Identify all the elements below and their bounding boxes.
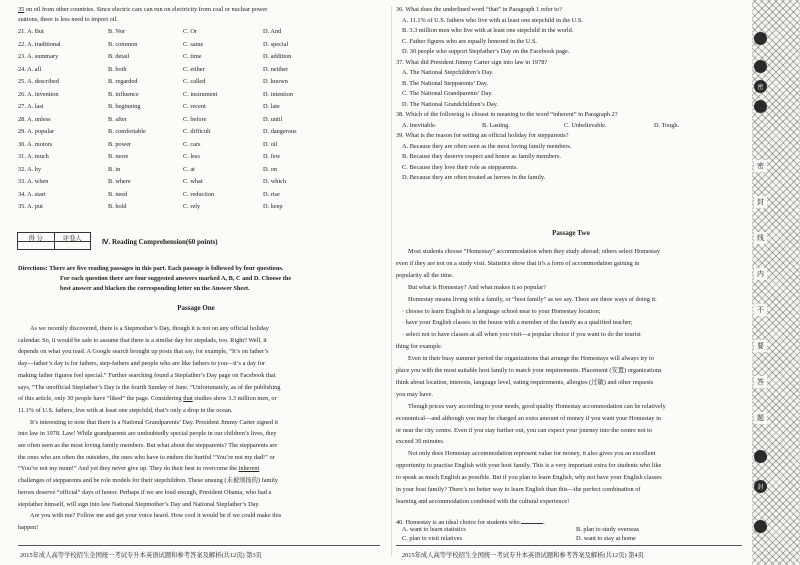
passage-one-line: As we recently discovered, there is a Stepmother’s Day, though it is not on any official holiday bbox=[30, 325, 269, 332]
right-footer: 2015年成人高等学校招生全国统一考试专升本英语试题和参考答案及解析(共12页) 第4页 bbox=[402, 552, 644, 559]
passage-one-line: It’s interesting to note that there is a National Grandparents’ Day. President Jimmy Carter signed it bbox=[30, 418, 279, 426]
option-c: C. Or bbox=[183, 28, 197, 35]
passage-two-line: · have your English classes in the house with a member of the family as a qualified teacher; bbox=[402, 319, 633, 327]
option-d: D. on bbox=[263, 165, 277, 173]
option-b: B. more bbox=[108, 153, 129, 160]
option-c: C. at bbox=[183, 165, 195, 173]
option-n: 32. A. by bbox=[18, 165, 42, 173]
option-n: 27. A. last bbox=[18, 103, 44, 110]
option-c: C. cars bbox=[183, 140, 201, 148]
option-d: D. known bbox=[263, 78, 288, 85]
option-b: B. common bbox=[108, 40, 138, 48]
score-label: 得 分 bbox=[18, 233, 55, 249]
passage-one-line: making father figures feel special.” Further searching found a Stepfather’s Day page on Facebook that bbox=[18, 371, 276, 379]
passage-two-line: learning and accommodation combined with the cultural experience! bbox=[396, 497, 570, 505]
option-b: B. detail bbox=[108, 53, 130, 60]
option-c: C. called bbox=[183, 78, 206, 85]
passage-two-line: in your host family? There’s no better way to learn English than this—the perfect combination of bbox=[396, 486, 641, 493]
option-d: D. special bbox=[263, 40, 289, 48]
intro-line-1: 35 on oil from other countries. Since electric cars can run on electricity from coal or nuclear power bbox=[18, 6, 268, 13]
option-n: 30. A. motors bbox=[18, 140, 53, 148]
directions-line-3: best answer and blacken the corresponding letter on the Answer Sheet. bbox=[60, 285, 250, 292]
passage-two-line: economical—and although you may be charged an extra amount of money if you want your Homestay in bbox=[396, 414, 661, 422]
passage-two-line: popularity all the time. bbox=[396, 271, 454, 279]
option-b: B. where bbox=[108, 178, 131, 185]
q37-option: C. The National Grandparents’ Day. bbox=[402, 90, 493, 97]
option-b: B. both bbox=[108, 65, 127, 73]
passage-two-line: or near the city centre. Even if you stay further out, you can expect your journey into the centre not to bbox=[396, 426, 652, 434]
passage-two-line: · choose to learn English in a language school near to your Homestay location; bbox=[402, 307, 601, 315]
passage-one-line: Are you with me? Follow me and get your voice heard. How cool it would be if we could make this bbox=[30, 512, 282, 520]
margin-label: 要 bbox=[754, 340, 767, 352]
passage-one-line: heroes deserve “official” days of honor. Perhaps if we are loud enough, President Obama, who had a bbox=[18, 488, 272, 496]
option-d: D. neither bbox=[263, 65, 289, 73]
option-n: 35. A. put bbox=[18, 203, 43, 210]
margin-label: 封 bbox=[754, 196, 767, 208]
right-page bbox=[392, 0, 750, 565]
q39-option: C. Because they love their role as stepparents. bbox=[402, 163, 518, 171]
seal-label: 封 bbox=[754, 480, 767, 493]
option-n: 23. A. summary bbox=[18, 53, 59, 60]
question-37: 37. What did President Jimmy Carter sign into law in 1978? bbox=[396, 58, 548, 66]
passage-two-line: think about location, interests, language level, eating requirements, allergies (过敏) and other requests bbox=[396, 378, 654, 386]
intro-line-2: stations, there is less need to import oil. bbox=[18, 16, 118, 23]
q40-option-d: D. want to stay at home bbox=[576, 535, 636, 542]
passage-one-line: stepfather himself, will sign into law National Stepmother’s Day and National Stepfather’s Day. bbox=[18, 500, 260, 508]
option-b: B. beginning bbox=[108, 103, 141, 110]
passage-two-line: you may have. bbox=[396, 390, 433, 398]
passage-two-line: exceed 30 minutes. bbox=[396, 438, 445, 446]
question-39: 39. What is the reason for setting an official holiday for stepparents? bbox=[396, 132, 569, 139]
option-d: D. few bbox=[263, 153, 281, 160]
q39-option: D. Because they are often treated as heroes in the family. bbox=[402, 174, 546, 181]
option-c: C. instrument bbox=[183, 90, 218, 98]
passage-two-line: · select not to have classes at all when you visit—a popular choice if you want to do the tourist bbox=[402, 331, 641, 339]
option-d: D. And bbox=[263, 28, 282, 35]
q40-option-a: A. want to learn statistics bbox=[402, 526, 466, 533]
option-d: D. intention bbox=[263, 90, 294, 98]
grader-label: 评卷人 bbox=[62, 235, 82, 242]
passage-one-line: calendar. So, it would be safe to assume that there is a similar day for stepdads, too. Right? Well, it bbox=[18, 336, 267, 344]
passage-two-line: place you with the most suitable host family to match your requirements. Placement (安置) organizations bbox=[396, 367, 662, 374]
q36-option: A. 11.1% of U.S. fathers who live with at least one stepchild in the U.S. bbox=[402, 16, 583, 24]
question-40: 40. Homestay is an ideal choice for students who . bbox=[396, 519, 545, 526]
option-b: B. Nor bbox=[108, 28, 126, 35]
question-38: 38. Which of the following is closest in meaning to the word “inherent” in Paragraph 2? bbox=[396, 111, 618, 118]
q39-option: A. Because they are often seen as the most loving family members. bbox=[402, 142, 572, 150]
seal-label: 密 bbox=[754, 80, 767, 93]
margin-label: 题 bbox=[754, 412, 767, 424]
q36-option: C. Father figures who are equally honored in the U.S. bbox=[402, 37, 538, 45]
option-c: C. same bbox=[183, 40, 204, 48]
option-b: B. regarded bbox=[108, 78, 138, 85]
option-n: 26. A. invention bbox=[18, 90, 59, 98]
option-b: B. comfortable bbox=[108, 128, 146, 135]
margin-label: 不 bbox=[754, 304, 767, 316]
option-c: C. either bbox=[183, 65, 205, 73]
passage-two-line: even if they are not on a study visit. Statistics show that it’s a form of accommodation gaining in bbox=[396, 259, 640, 267]
option-b: B. influence bbox=[108, 90, 139, 98]
option-b: B. hold bbox=[108, 203, 127, 210]
q40-option-c: C. plan to visit relatives bbox=[402, 535, 462, 542]
option-c: C. less bbox=[183, 153, 200, 160]
option-d: D. addition bbox=[263, 53, 292, 60]
option-n: 22. A. traditional bbox=[18, 40, 61, 48]
passage-one-line: are often seen as the most loving family members. But what about the stepparents? The stepparents are bbox=[18, 442, 278, 449]
passage-two-line: But what is Homestay? And what makes it so popular? bbox=[408, 283, 546, 291]
left-page bbox=[0, 0, 392, 565]
option-n: 29. A. popular bbox=[18, 128, 55, 135]
option-d: D. oil bbox=[263, 140, 278, 148]
seal-dot bbox=[754, 450, 767, 463]
option-b: B. power bbox=[108, 140, 132, 148]
passage-one-line: day—father’s day is for fathers, step-fathers and people who are like fathers to you—it’s a day for bbox=[18, 360, 265, 368]
passage-two-line: Though prices vary according to your needs, good quality Homestay accommodation can be relatively bbox=[408, 402, 666, 410]
seal-line bbox=[754, 0, 770, 565]
option-d: D. which bbox=[263, 178, 287, 185]
option-d: D. dangerous bbox=[263, 128, 297, 135]
q39-option: B. Because they deserve respect and honor as family members. bbox=[402, 153, 561, 160]
passage-two-line: to speak as much English as possible. But if you plan to learn English, why not have your English classes bbox=[396, 474, 662, 482]
option-d: D. keep bbox=[263, 203, 283, 210]
seal-dot bbox=[754, 60, 767, 73]
q36-option: D. 30 people who support Stepfather’s Day on the Facebook page. bbox=[402, 48, 570, 55]
passage-one-line: depends on what you read. A Google search brought up posts that say, for example, “It’s on father’s bbox=[18, 348, 269, 356]
directions-line-2: For each question there are four suggested answers marked A, B, C and D. Choose the bbox=[60, 275, 292, 282]
q40-option-b: B. plan to study overseas bbox=[576, 526, 640, 533]
passage-one-line: says, “The unofficial Stepfather’s Day is the fourth Sunday of June. ”Unfortunately, as of the publishing bbox=[18, 383, 281, 391]
option-b: B. in bbox=[108, 165, 121, 173]
option-n: 25. A. described bbox=[18, 78, 59, 85]
q36-option: B. 3.3 million men who live with at least one stepchild in the world. bbox=[402, 27, 574, 34]
q38-option: B. Lasting. bbox=[482, 121, 510, 129]
option-b: B. after bbox=[108, 115, 127, 123]
passage-two-line: Even in their busy summer period the organizations that arrange the Homestays will always try to bbox=[408, 355, 654, 363]
margin-label: 线 bbox=[754, 232, 767, 244]
passage-one-line: the ones who are often the outsiders, the ones who have to endure the hurtful “You’re not my dad!” or bbox=[18, 453, 275, 461]
passage-one-line: of this article, only 30 people have “liked” the page. Considering that studies show 3.3 million men, or bbox=[18, 395, 277, 403]
question-36: 36. What does the underlined word “that” in Paragraph 1 refer to? bbox=[396, 6, 562, 13]
option-n: 33. A. when bbox=[18, 178, 49, 185]
option-c: C. reduction bbox=[183, 190, 215, 198]
answer-blank bbox=[521, 517, 543, 524]
margin-label: 密 bbox=[754, 160, 767, 172]
option-c: C. recent bbox=[183, 103, 206, 110]
option-d: D. rise bbox=[263, 190, 280, 198]
q38-option: C. Unbelievable. bbox=[564, 121, 607, 129]
q37-option: D. The National Grandchildren’s Day. bbox=[402, 100, 498, 108]
q38-option: D. Tough. bbox=[654, 121, 680, 129]
option-n: 34. A. start bbox=[18, 190, 46, 198]
q38-option: A. Inevitable. bbox=[402, 121, 437, 129]
seal-dot bbox=[754, 100, 767, 113]
passage-two-line: Homestay means living with a family, or “host family” as we say. There are three ways of doing it: bbox=[408, 295, 657, 303]
q37-option: A. The National Stepchildren’s Day. bbox=[402, 69, 494, 76]
option-c: C. what bbox=[183, 178, 203, 185]
option-b: B. need bbox=[108, 190, 128, 198]
passage-two-line: opportunity to practise English with your host family. This is a very important extra for students who like bbox=[396, 462, 662, 470]
passage-one-line: 11.1% of U.S. fathers, live with at least one stepchild, that’s only a drop in the ocean. bbox=[18, 406, 233, 414]
passage-two-line: thing for example. bbox=[396, 343, 443, 351]
passage-one-line: happen! bbox=[18, 523, 39, 531]
left-footer: 2015年成人高等学校招生全国统一考试专升本英语试题和参考答案及解析(共12页) 第3页 bbox=[20, 552, 262, 559]
option-d: D. late bbox=[263, 103, 280, 110]
margin-label: 答 bbox=[754, 376, 767, 388]
option-d: D. until bbox=[263, 115, 283, 123]
option-c: C. rely bbox=[183, 203, 201, 210]
seal-dot bbox=[754, 32, 767, 45]
section-title: Ⅳ. Reading Comprehension(60 points) bbox=[102, 238, 218, 246]
passage-one-line: “You’re not my mom!” And yet they never give up. They do their best to overcome the inherent bbox=[18, 465, 260, 473]
option-n: 24. A. all bbox=[18, 65, 42, 73]
option-n: 28. A. unless bbox=[18, 115, 51, 123]
q37-option: B. The National Stepparents’ Day. bbox=[402, 79, 489, 87]
directions-line-1: Directions: There are five reading passages in this part. Each passage is followed by four questions. bbox=[18, 265, 284, 272]
option-c: C. difficult bbox=[183, 128, 211, 135]
option-n: 31. A. much bbox=[18, 153, 49, 160]
passage-two-line: Most students choose “Homestay” accommodation when they study abroad; others select Homestay bbox=[408, 248, 660, 255]
passage-two-line: Not only does Homestay accommodation represent value for money, it also gives you an excellent bbox=[408, 450, 656, 458]
score-box bbox=[17, 232, 91, 250]
footer-rule bbox=[18, 545, 380, 546]
passage-one-line: into law in 1978. Law! While grandparents are undoubtedly special people in our children’s lives, they bbox=[18, 430, 277, 438]
footer-rule-right bbox=[396, 545, 742, 546]
option-n: 21. A. But bbox=[18, 28, 44, 35]
passage-two-title: Passage Two bbox=[552, 229, 590, 237]
option-c: C. before bbox=[183, 115, 207, 123]
option-c: C. time bbox=[183, 53, 202, 60]
seal-dot bbox=[754, 520, 767, 533]
passage-one-line: challenges of stepparents and be role models for their stepchildren. These unsung (未被颂扬的) family bbox=[18, 477, 279, 485]
passage-one-title: Passage One bbox=[177, 304, 215, 312]
margin-label: 内 bbox=[754, 268, 767, 280]
